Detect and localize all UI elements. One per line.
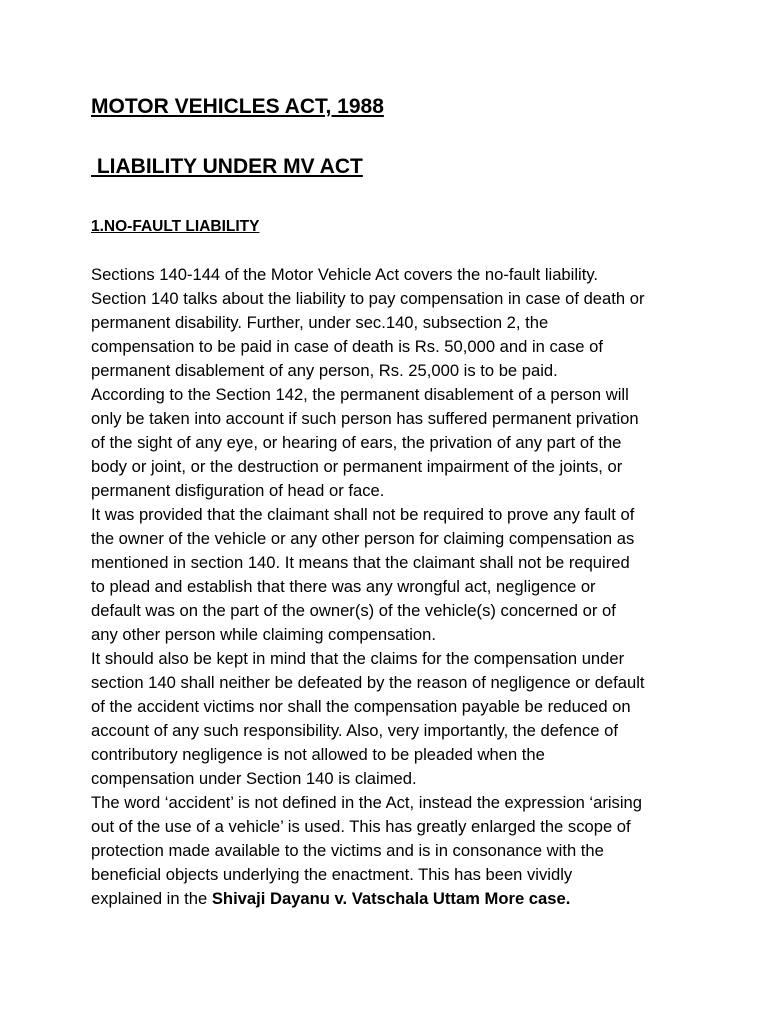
body-line: Section 140 talks about the liability to pay compensation in case of death or (91, 289, 645, 308)
body-line: permanent disablement of any person, Rs. 25,000 is to be paid. (91, 361, 558, 380)
body-line: to plead and establish that there was any wrongful act, negligence or (91, 577, 596, 596)
body-line: of the accident victims nor shall the compensation payable be reduced on (91, 697, 631, 716)
body-line: any other person while claiming compensation. (91, 625, 436, 644)
body-line: compensation under Section 140 is claimed. (91, 769, 417, 788)
case-citation: Shivaji Dayanu v. Vatschala Uttam More case. (211, 889, 571, 908)
body-line: default was on the part of the owner(s) of the vehicle(s) concerned or of (91, 601, 616, 620)
body-line: of the sight of any eye, or hearing of ears, the privation of any part of the (91, 433, 622, 452)
section-heading: 1.NO-FAULT LIABILITY (91, 218, 260, 235)
body-line: Sections 140-144 of the Motor Vehicle Act covers the no-fault liability. (91, 265, 598, 284)
body-line: compensation to be paid in case of death is Rs. 50,000 and in case of (91, 337, 603, 356)
body-line: the owner of the vehicle or any other person for claiming compensation as (91, 529, 635, 548)
body-line: out of the use of a vehicle’ is used. This has greatly enlarged the scope of (91, 817, 631, 836)
body-line: According to the Section 142, the permanent disablement of a person will (91, 385, 629, 404)
body-line: permanent disability. Further, under sec.140, subsection 2, the (91, 313, 549, 332)
body-line: section 140 shall neither be defeated by the reason of negligence or default (91, 673, 645, 692)
document-subtitle: LIABILITY UNDER MV ACT (91, 155, 363, 178)
body-line-last (91, 887, 691, 911)
body-line: protection made available to the victims and is in consonance with the (91, 841, 604, 860)
body-line-prefix: explained in the (91, 889, 212, 908)
body-line: permanent disfiguration of head or face. (91, 481, 385, 500)
body-line: only be taken into account if such person has suffered permanent privation (91, 409, 639, 428)
body-line: contributory negligence is not allowed to be pleaded when the (91, 745, 545, 764)
document-title: MOTOR VEHICLES ACT, 1988 (91, 95, 384, 118)
body-line: It should also be kept in mind that the claims for the compensation under (91, 649, 625, 668)
body-paragraphs (91, 263, 691, 911)
body-line: account of any such responsibility. Also, very importantly, the defence of (91, 721, 618, 740)
body-line: It was provided that the claimant shall not be required to prove any fault of (91, 505, 635, 524)
body-line: body or joint, or the destruction or permanent impairment of the joints, or (91, 457, 623, 476)
body-line: mentioned in section 140. It means that the claimant shall not be required (91, 553, 630, 572)
body-line: The word ‘accident’ is not defined in the Act, instead the expression ‘arising (91, 793, 642, 812)
body-line: beneficial objects underlying the enactment. This has been vividly (91, 865, 573, 884)
